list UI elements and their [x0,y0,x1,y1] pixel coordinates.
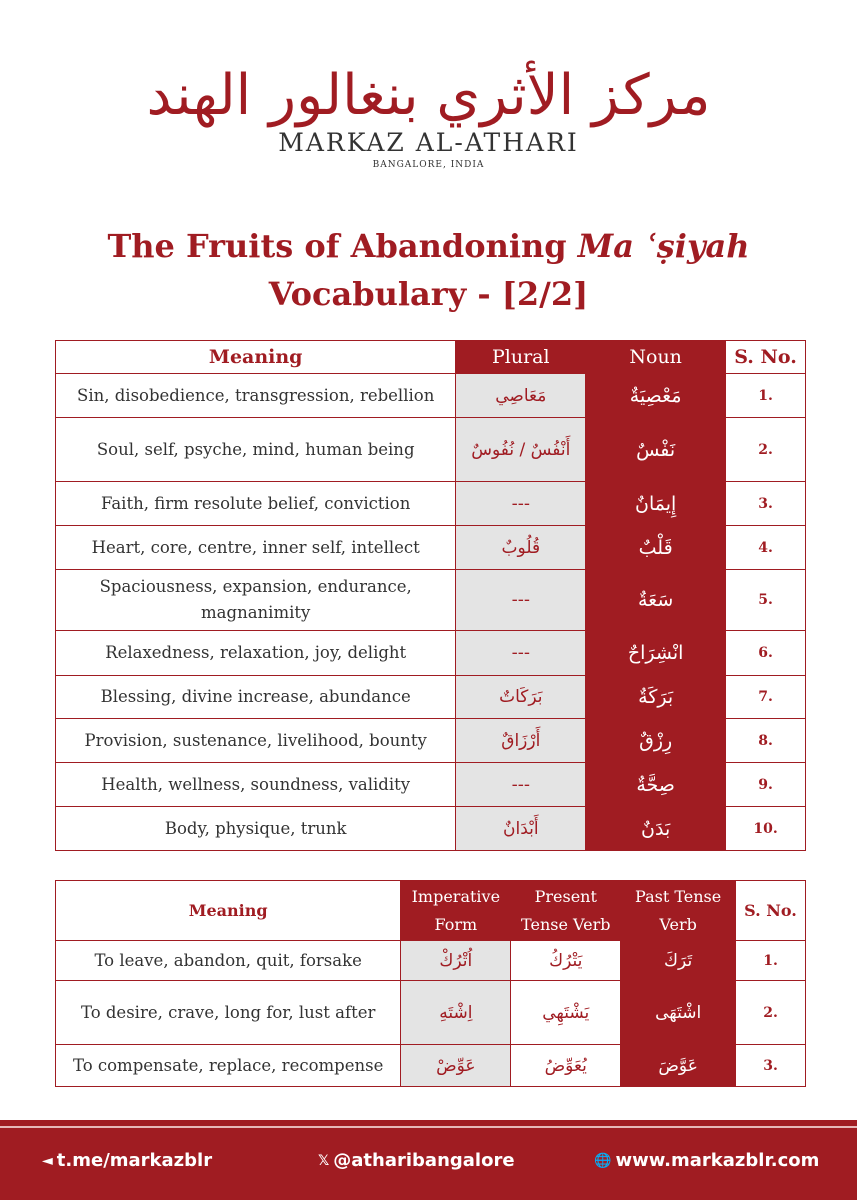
row-meaning: Blessing, divine increase, abundance [56,676,456,719]
table-row [56,941,806,981]
row-meaning: Provision, sustenance, livelihood, bounty [56,719,456,763]
row-noun: قَلْبٌ [586,526,726,570]
row-meaning: Sin, disobedience, transgression, rebellion [56,374,456,418]
table-row [56,570,806,631]
row-past: اشْتَهَى [621,981,736,1045]
logo [0,62,857,170]
footer-web[interactable] [594,1150,819,1171]
row-sno: 2. [736,981,806,1045]
header-present [511,881,621,941]
row-sno: 2. [726,418,806,482]
row-meaning: Soul, self, psyche, mind, human being [56,418,456,482]
row-meaning: Faith, firm resolute belief, conviction [56,482,456,526]
logo-location: BANGALORE, INDIA [372,160,485,170]
row-noun: نَفْسٌ [586,418,726,482]
table-row [56,719,806,763]
table-row [56,631,806,676]
table-row [56,676,806,719]
row-noun: صِحَّةٌ [586,763,726,807]
header-imperative-line-1: Imperative [411,886,501,906]
row-sno: 8. [726,719,806,763]
header-sno: S. No. [736,881,806,941]
row-plural: --- [456,482,586,526]
row-noun: بَدَنٌ [586,807,726,851]
table-row [56,526,806,570]
title-italic: Ma ʿṣiyah [577,227,750,265]
header-sno: S. No. [726,341,806,374]
row-present: يَشْتَهِي [511,981,621,1045]
row-plural: أَرْزَاقٌ [456,719,586,763]
row-meaning: Body, physique, trunk [56,807,456,851]
header-past [621,881,736,941]
row-noun: سَعَةٌ [586,570,726,631]
row-meaning: To compensate, replace, recompense [56,1045,401,1087]
row-plural: --- [456,570,586,631]
footer-telegram[interactable] [42,1150,212,1171]
row-plural: قُلُوبٌ [456,526,586,570]
row-noun: انْشِرَاحٌ [586,631,726,676]
row-sno: 9. [726,763,806,807]
logo-arabic-calligraphy: مركز الأثري بنغالور الهند [146,63,711,128]
page-title [0,222,857,318]
row-past: تَرَكَ [621,941,736,981]
header-present-line-1: Present [534,886,597,906]
row-noun: مَعْصِيَةٌ [586,374,726,418]
row-plural: --- [456,631,586,676]
x-icon: 𝕏 [318,1152,330,1169]
row-noun: رِزْقٌ [586,719,726,763]
table-row [56,763,806,807]
row-sno: 3. [736,1045,806,1087]
row-imperative: اِشْتَهِ [401,981,511,1045]
header-past-line-1: Past Tense [635,886,722,906]
row-imperative: عَوِّضْ [401,1045,511,1087]
row-plural: --- [456,763,586,807]
footer [0,1120,857,1200]
row-sno: 10. [726,807,806,851]
header-meaning: Meaning [56,341,456,374]
row-meaning: Spaciousness, expansion, endurance, magnanimity [56,570,456,631]
telegram-icon: ◄ [42,1152,53,1169]
header-past-line-2: Verb [659,914,697,934]
title-line-1 [0,222,857,270]
header-meaning: Meaning [56,881,401,941]
row-present: يَتْرُكُ [511,941,621,981]
row-past: عَوَّضَ [621,1045,736,1087]
row-imperative: اُتْرُكْ [401,941,511,981]
globe-icon: 🌐 [594,1152,612,1169]
row-plural: أَنْفُسٌ / نُفُوسٌ [456,418,586,482]
logo-name: MARKAZ AL-ATHARI [278,128,579,157]
header-imperative [401,881,511,941]
nouns-table [55,340,806,851]
row-sno: 6. [726,631,806,676]
table-row [56,374,806,418]
row-noun: إِيمَانٌ [586,482,726,526]
footer-divider [0,1126,857,1128]
table-row [56,418,806,482]
row-sno: 1. [736,941,806,981]
telegram-link[interactable]: t.me/markazblr [56,1150,213,1171]
row-plural: مَعَاصِي [456,374,586,418]
header-present-line-2: Tense Verb [521,914,611,934]
row-plural: بَرَكَاتٌ [456,676,586,719]
title-prefix: The Fruits of Abandoning [107,227,578,265]
row-plural: أَبْدَانٌ [456,807,586,851]
web-link[interactable]: www.markazblr.com [615,1150,820,1171]
header-imperative-line-2: Form [434,914,478,934]
header-plural: Plural [456,341,586,374]
footer-x[interactable] [318,1150,515,1171]
row-sno: 3. [726,482,806,526]
table-row [56,1045,806,1087]
row-meaning: Health, wellness, soundness, validity [56,763,456,807]
table-row [56,482,806,526]
table-row [56,807,806,851]
x-handle-link[interactable]: @atharibangalore [333,1150,515,1171]
row-sno: 1. [726,374,806,418]
header-noun: Noun [586,341,726,374]
row-meaning: To leave, abandon, quit, forsake [56,941,401,981]
row-sno: 4. [726,526,806,570]
title-line-2: Vocabulary - [2/2] [268,275,589,313]
row-meaning: Relaxedness, relaxation, joy, delight [56,631,456,676]
row-noun: بَرَكَةٌ [586,676,726,719]
row-present: يُعَوِّضُ [511,1045,621,1087]
verbs-table [55,880,806,1087]
verbs-header-row [56,881,806,941]
row-meaning: Heart, core, centre, inner self, intellect [56,526,456,570]
table-row [56,981,806,1045]
nouns-header-row [56,341,806,374]
row-sno: 5. [726,570,806,631]
row-sno: 7. [726,676,806,719]
row-meaning: To desire, crave, long for, lust after [56,981,401,1045]
